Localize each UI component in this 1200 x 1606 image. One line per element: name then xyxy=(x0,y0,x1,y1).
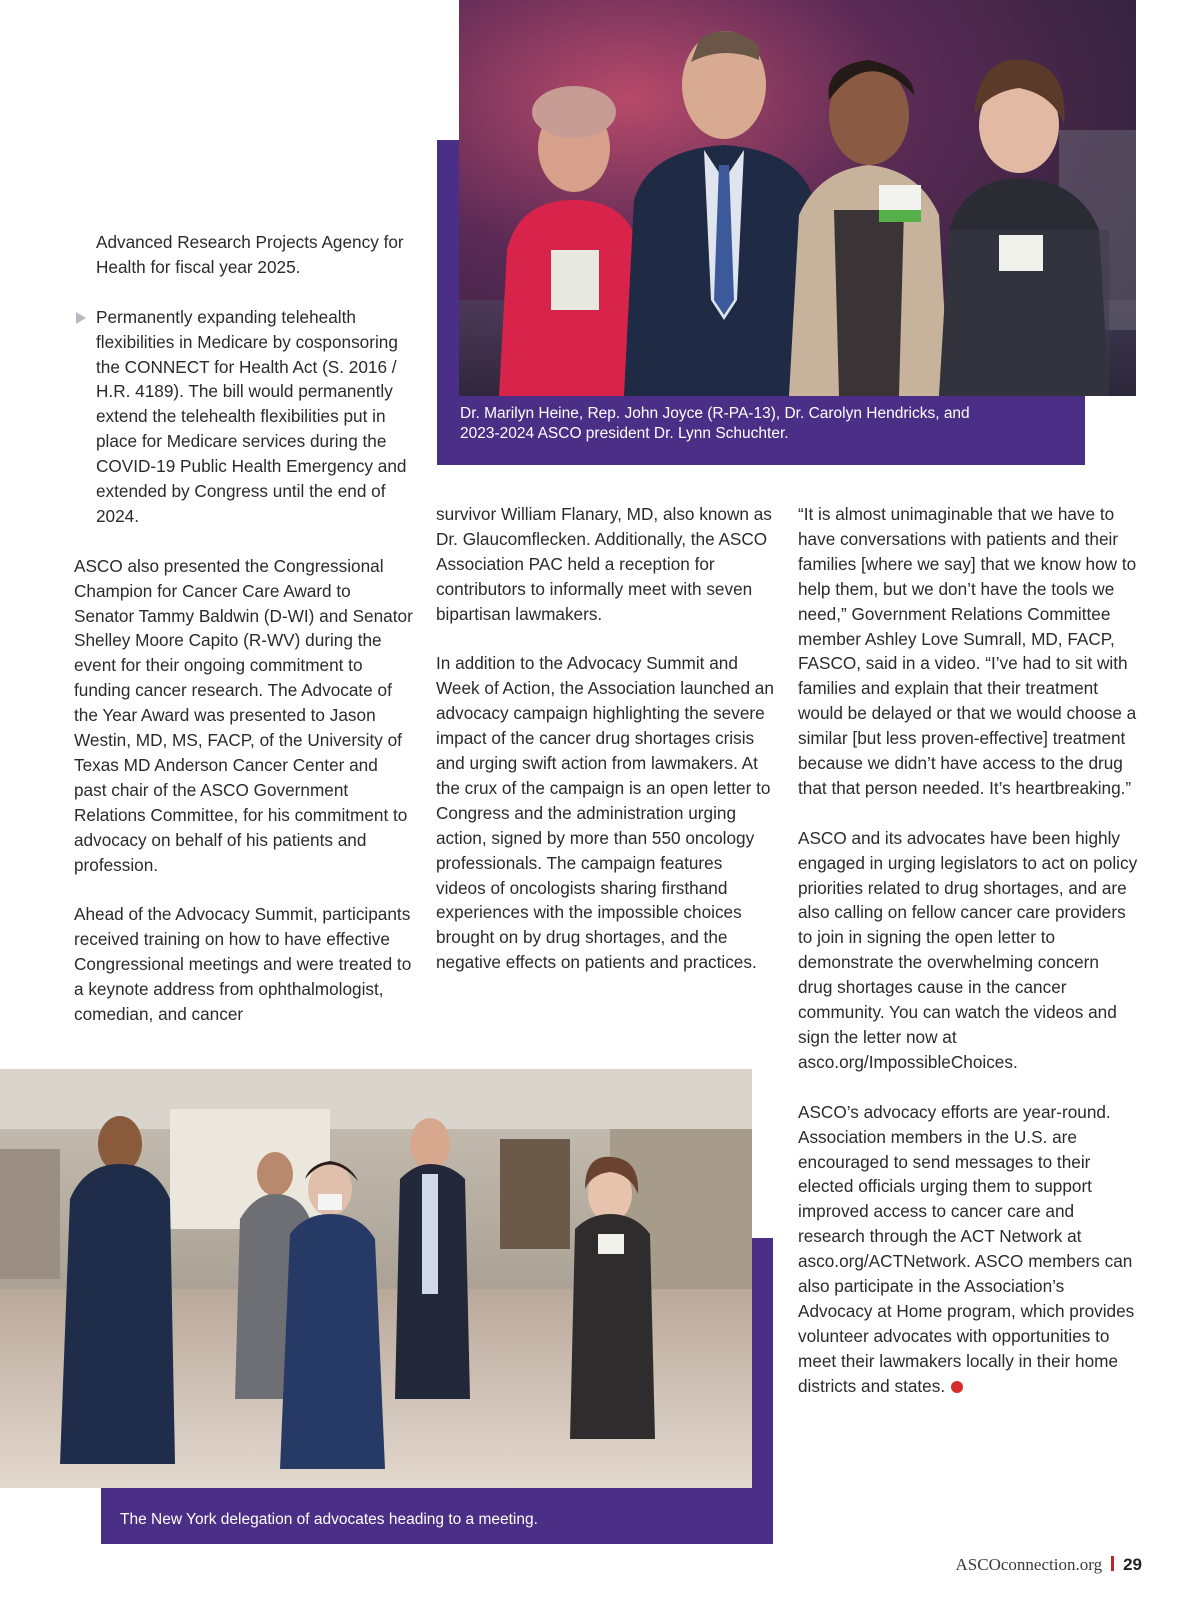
quote-paragraph: “It is almost unimaginable that we have to have conversations with patients and their families [where we say] that we know how to help them, but we don’t have the tools we need,” Government Relations Committee member Ashley Love Sumrall, MD, FACP, FASCO, said in a video. “I’ve had to sit with families and explain that their treatment would be delayed or that we would choose a similar [but less proven-effective] treatment because we didn’t have access to the drug that that person needed. It’s heartbreaking.” xyxy=(798,504,1137,798)
bullet-text: Permanently expanding telehealth flexibilities in Medicare by cosponsoring the CONNECT for Health Act (S. 2016 / H.R. 4189). The bill would permanently extend the telehealth flexibilities put in place for Medicare services during the COVID-19 Public Health Emergency and extended by Congress until the end of 2024. xyxy=(96,306,407,526)
bullet-triangle-icon xyxy=(76,312,86,324)
bottom-photo-caption: The New York delegation of advocates heading to a meeting. xyxy=(120,1511,538,1528)
footer-site: ASCOconnection.org xyxy=(955,1555,1103,1574)
column-right xyxy=(798,502,1138,1399)
column-middle xyxy=(436,502,776,975)
page-number: 29 xyxy=(1123,1555,1142,1574)
bottom-photo xyxy=(0,1069,752,1488)
delegation-photo-image xyxy=(0,1069,752,1488)
engagement-paragraph: ASCO and its advocates have been highly engaged in urging legislators to act on policy priorities related to drug shortages, and are also calling on fellow cancer care providers to join in signing the open letter to demonstrate the overwhelming concern drug shortages cause in the cancer community. You can watch the videos and sign the letter now at asco.org/ImpossibleChoices. xyxy=(798,827,1138,1072)
continuation-text: Advanced Research Projects Agency for Health for fiscal year 2025. xyxy=(96,232,404,277)
campaign-paragraph: In addition to the Advocacy Summit and Week of Action, the Association launched an advocacy campaign highlighting the severe impact of the cancer drug shortages crisis and urging swift action from lawmakers. At the crux of the campaign is an open letter to Congress and the administration urging action, signed by more than 550 oncology professionals. The campaign features videos of oncologists sharing firsthand experiences with the impossible choices brought on by drug shortages, and the negative effects on patients and practices. xyxy=(436,653,774,973)
awards-paragraph: ASCO also presented the Congressional Champion for Cancer Care Award to Senator Tammy Baldwin (D-WI) and Senator Shelley Moore Capito (R-WV) during the event for their ongoing commitment to funding cancer research. The Advocate of the Year Award was presented to Jason Westin, MD, MS, FACP, of the University of Texas MD Anderson Cancer Center and past chair of the ASCO Government Relations Committee, for his commitment to advocacy on behalf of his patients and profession. xyxy=(74,555,413,875)
top-photo-caption: Dr. Marilyn Heine, Rep. John Joyce (R-PA-13), Dr. Carolyn Hendricks, and 2023-2024 ASCO president Dr. Lynn Schuchter. xyxy=(460,405,970,442)
column-left xyxy=(74,230,414,1027)
year-round-paragraph: ASCO’s advocacy efforts are year-round. Association members in the U.S. are encouraged to send messages to their elected officials urging them to support improved access to cancer care and research through the ACT Network at asco.org/ACTNetwork. ASCO members can also participate in the Association’s Advocacy at Home program, which provides volunteer advocates with opportunities to meet their lawmakers locally in their home districts and states. xyxy=(798,1101,1135,1396)
page-footer xyxy=(932,1555,1142,1575)
end-of-article-icon xyxy=(951,1381,963,1393)
footer-separator xyxy=(1111,1556,1114,1571)
group-photo-image xyxy=(459,0,1136,396)
keynote-paragraph: survivor William Flanary, MD, also known as Dr. Glaucomflecken. Additionally, the ASCO Association PAC held a reception for contributors to informally meet with seven bipartisan lawmakers. xyxy=(436,504,772,624)
training-paragraph: Ahead of the Advocacy Summit, participants received training on how to have effective Congressional meetings and were treated to a keynote address from ophthalmologist, comedian, and cancer xyxy=(74,904,412,1025)
bullet-item xyxy=(74,305,414,529)
top-photo xyxy=(459,0,1136,396)
